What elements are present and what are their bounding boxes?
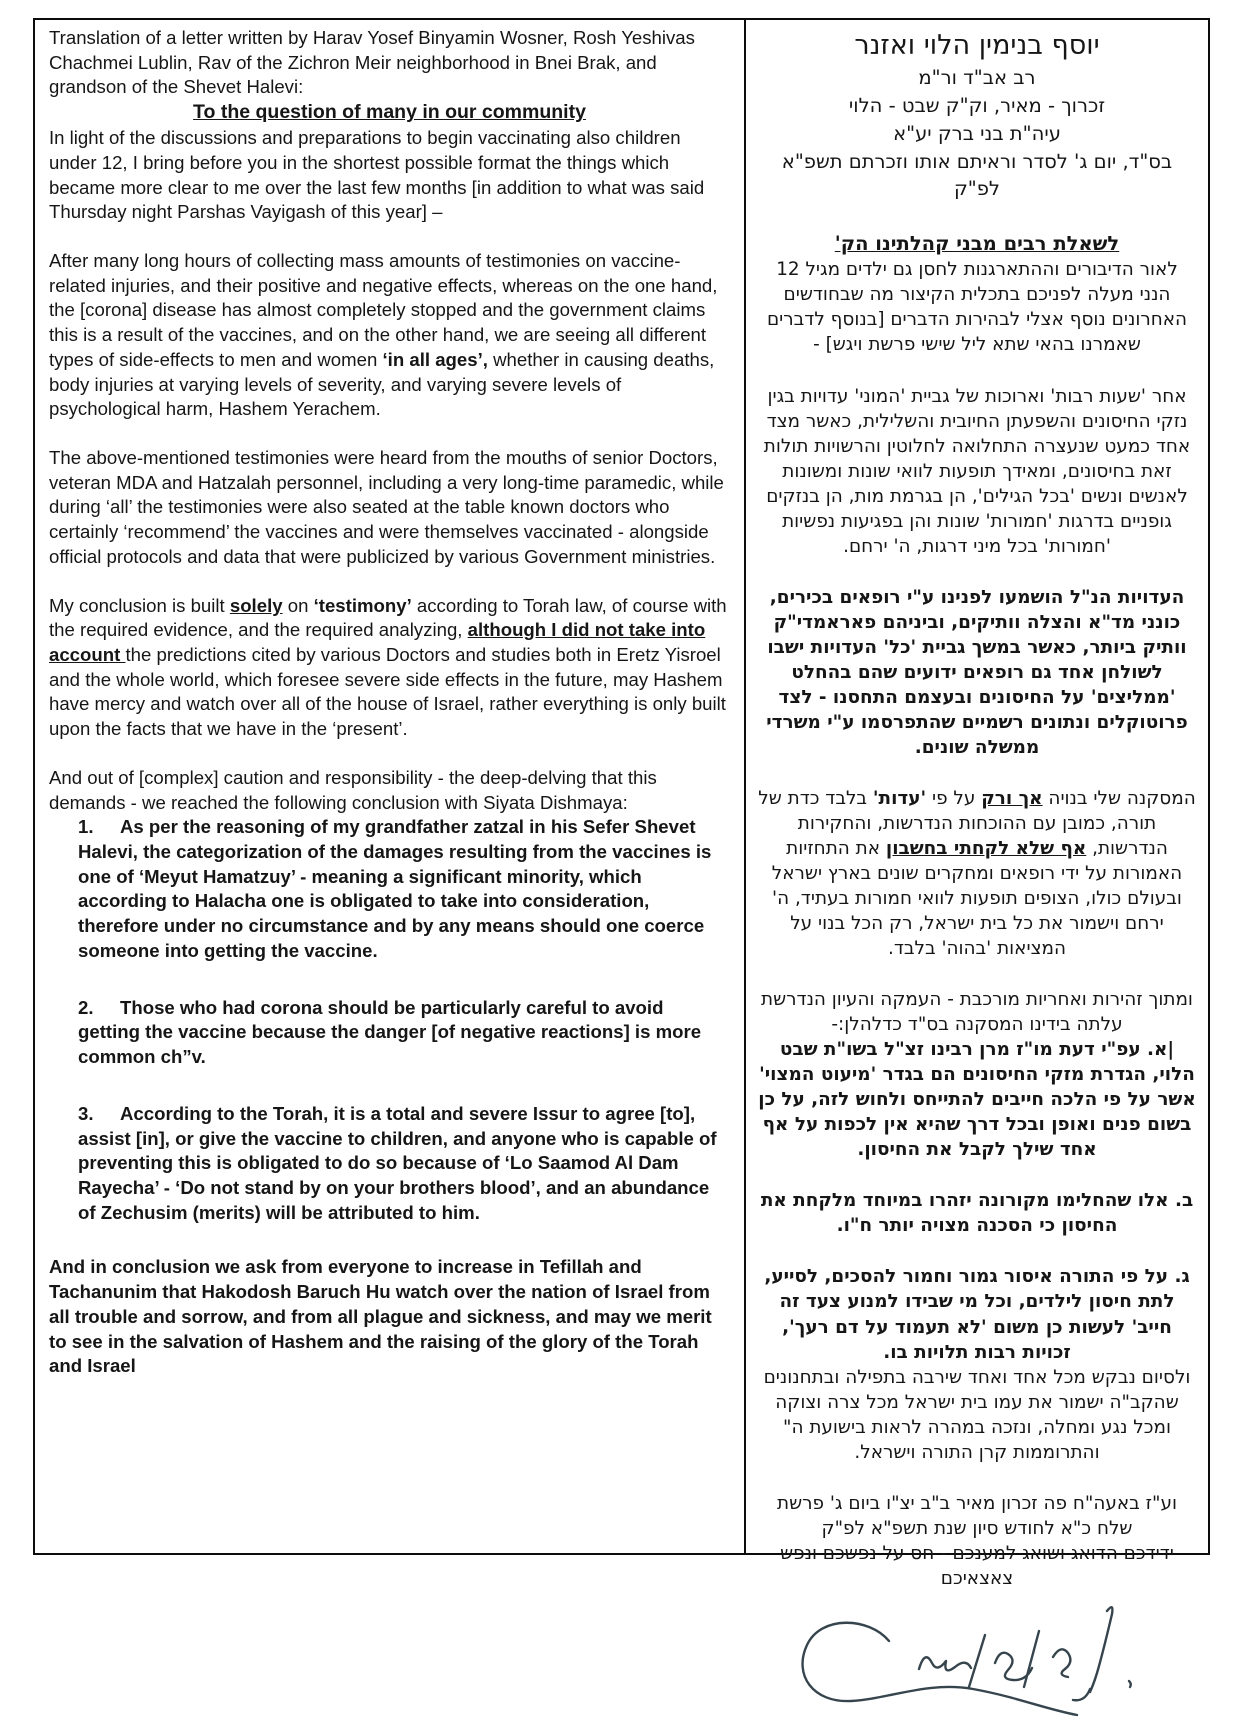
hebrew-closing-1: וע"ז באעה"ח פה זכרון מאיר ב"ב יצ"ו ביום ג' פרשת שלח כ"א לחודש סיון שנת תשפ"א לפ"ק xyxy=(777,1492,1177,1539)
p2-text: After many long hours of collecting mass amounts of testimonies on vaccine-related injuries, and their positive and negative effects, whereas on the one hand, the [corona] disease has almost completely stopped and the government claims this is a result of the vaccines, and on the other hand, we are seeing all different types of side-effects to men and women xyxy=(49,249,718,370)
letter-document xyxy=(33,18,1210,1589)
p4-bold-testimony: ‘testimony’ xyxy=(313,594,412,616)
p4-underlined-solely: solely xyxy=(229,594,283,616)
list-item-3 xyxy=(78,1102,730,1226)
english-paragraph-1: In light of the discussions and preparations to begin vaccinating also children under 12, I bring before you in the shortest possible format the things which became more clear to me over the last few months [in addition to what was said Thursday night Parshas Vayigash of this year] – xyxy=(49,127,705,223)
p4-he-text-2: על פי xyxy=(926,787,982,809)
hebrew-item-c: ג. על פי התורה איסור גמור וחמור להסכים, לסייע, לתת חיסון לילדים, וכל מי שבידו למנוע צעד זה חייב' לעשות כן משום 'לא תעמוד על דם רעך', זכויות רבות תלויות בו. xyxy=(764,1266,1190,1363)
hebrew-paragraph-6: ולסיום נבקש מכל אחד ואחד שירבה בתפילה ובתחנונים שהקב"ה ישמור את עמו בית ישראל מכל צרה וצוקה ומכל נגע ומחלה, ונזכה במהרה לראות בישועת ה" והתרוממות קרן התורה וישראל. xyxy=(763,1366,1191,1463)
hebrew-paragraph-4 xyxy=(758,786,1196,961)
list-number-3: 3. xyxy=(78,1102,94,1124)
p2-text-2: whether in causing deaths, body injuries at varying levels of severity, and varying severe levels of psychological harm, Hashem Yerachem. xyxy=(49,348,715,420)
english-paragraph-4 xyxy=(49,594,730,742)
hebrew-paragraph-2: אחר 'שעות רבות' וארוכות של גביית 'המוני' עדויות בגין נזקי החיסונים והשפעתן החיובית והשלילית, כאשר מצד אחד כמעט שנעצרה התחלואה לחלוטין והרשויות תולות זאת בחיסונים, ומאידך תופעות לוואי שונות ומשונות לאנשים ונשים 'בכל הגילים', הן בגרמת מות, הן בנזקים גופניים בדרגות 'חמורות' שונות והן בפגיעות נפשיות 'חמורות' בכל מיני דרגות, ה' ירחם. xyxy=(763,385,1191,557)
letterhead-line-4: עיה"ת בני ברק יע"א xyxy=(893,121,1061,145)
p2-bold: ‘in all ages’, xyxy=(382,348,488,370)
english-paragraph-3: The above-mentioned testimonies were heard from the mouths of senior Doctors, veteran MDA and Hatzalah personnel, including a very long-time paramedic, while during ‘all’ the testimonies were also seated at the table known doctors who certainly ‘recommend’ the vaccines and were themselves vaccinated - alongside official protocols and data that were publicized by various Government ministries. xyxy=(49,446,724,567)
english-conclusion xyxy=(49,1255,730,1379)
hebrew-item-a: |א. עפ"י דעת מו"ז מרן רבינו זצ"ל בשו"ת שבט הלוי, הגדרת מזקי החיסונים הם בגדר 'מיעוט המצוי' אשר על פי הלכה חייבים להתייחס ולחוש לזה, על כן בשום פנים ואופן ובכל דרך שהיא אין לכפות על אף אחד שילך לקבל את החיסון. xyxy=(758,1039,1196,1161)
p4-text-3: according to Torah law, of course with the required evidence, and the required analyzing, xyxy=(49,594,727,641)
p4-he-text-4: את התחזיות האמורות על ידי רופאים ומחקרים שונים בארץ ישראל ובעולם כולו, הצופים תופעות לוואי חמורות בעתיד, ה' ירחם וישמור את כל בית ישראל, רק הכל בנוי על המציאות 'בהוה' בלבד. xyxy=(771,838,1183,960)
english-paragraph-5: And out of [complex] caution and responsibility - the deep-delving that this demands - we reached the following conclusion with Siyata Dishmaya: xyxy=(49,766,657,813)
p4-he-text-3: בלבד כדת של תורה, כמובן עם ההוכחות הנדרשות, והחקירות הנדרשות, xyxy=(758,787,1168,860)
list-number-2: 2. xyxy=(78,996,94,1018)
list-number-1: 1. xyxy=(78,816,94,838)
p4-he-text: המסקנה שלי בנויה xyxy=(1042,787,1196,809)
hebrew-column xyxy=(746,20,1208,1589)
list-text-3: According to the Torah, it is a total and severe Issur to agree [to], assist [in], or give the vaccine to children, and anyone who is capable of preventing this is obligated to do so because of ‘Lo Saamod Al Dam Rayecha’ - ‘Do not stand by on your brothers blood’, and an abundance of Zechusim (merits) will be attributed to him. xyxy=(78,1102,717,1223)
hebrew-subject-heading: לשאלת רבים מבני קהלתינו הק' xyxy=(834,231,1120,255)
list-item-2 xyxy=(78,996,730,1070)
english-column xyxy=(35,20,746,1553)
letterhead-line-3: זכרוך - מאיר, וק"ק שבט - הלוי xyxy=(848,94,1106,118)
english-heading: To the question of many in our community xyxy=(193,101,586,124)
p4-he-bold: 'עדות' xyxy=(872,787,927,809)
hebrew-closing-2: ידידכם הדואג ושואג למענכם - חס על נפשכם ונפש צאצאיכם xyxy=(780,1542,1174,1589)
hebrew-item-b: ב. אלו שהחלימו מקורונה יזהרו במיוחד מלקחת את החיסון כי הסכנה מצויה יותר ח"ו. xyxy=(760,1190,1194,1237)
letterhead-line-2: רב אב"ד ור"מ xyxy=(918,66,1036,90)
p4-text: My conclusion is built xyxy=(49,594,230,616)
p4-text-2: on xyxy=(282,594,314,616)
letterhead-date-line: בס"ד, יום ג' לסדר וראיתם אותו וזכרתם תשפ"א לפ"ק xyxy=(781,149,1173,201)
list-text-2: Those who had corona should be particularly careful to avoid getting the vaccine because the danger [of negative reactions] is more common ch”v. xyxy=(78,996,702,1068)
p4-text-4: the predictions cited by various Doctors and studies both in Eretz Yisroel and the whole world, which foresee severe side effects in the future, may Hashem have mercy and watch over all of the house of Israel, rather everything is only built upon the facts that we have in the ‘present’. xyxy=(49,644,726,740)
hebrew-paragraph-3 xyxy=(758,585,1196,760)
letterhead-name: יוסף בנימין הלוי ואזנר xyxy=(854,30,1100,61)
signature-image xyxy=(758,1597,1196,1725)
p4-underlined-account: although I did not take into account xyxy=(49,619,706,666)
list-item-1 xyxy=(78,815,730,963)
p4-he-underlined: אך ורק xyxy=(981,787,1043,809)
english-paragraph-2 xyxy=(49,249,730,422)
p4-he-underlined-2: אף שלא לקחתי בחשבון xyxy=(885,838,1087,860)
conclusion-bold: And in conclusion we ask from everyone to increase in Tefillah and Tachanunim that Hakodosh Baruch Hu watch over the nation of Israel from all trouble and sorrow, and from all plague and sickness, and may we merit to see in the salvation of Hashem and the raising of the glory of the Torah and Israel xyxy=(49,1256,712,1377)
hebrew-p3-bold: העדויות הנ"ל הושמעו לפנינו ע"י רופאים בכירים, כונני מד"א והצלה וותיקים, וביניהם פאראמדי"ק וותיק ביותר, כאשר במשך גביית 'כל' העדויות ישבו לשולחן אחד גם רופאים ידועים שהם בהחלט 'ממליצים' על החיסונים ובעצמם התחסנו - לצד פרוטוקלים ונתונים רשמיים שהתפרסמו ע"י משרדי ממשלה שונים. xyxy=(766,586,1188,758)
hebrew-paragraph-1: לאור הדיבורים וההתארגנות לחסן גם ילדים מגיל 12 הנני מעלה לפניכם בתכלית הקיצור מה שבחודשים האחרונים נוסף אצלי לבהירות הדברים [בנוסף לדברים שאמרנו בהאי שתא ליל שישי פרשת ויגש] - xyxy=(766,259,1188,356)
list-text-1: As per the reasoning of my grandfather zatzal in his Sefer Shevet Halevi, the categorization of the damages resulting from the vaccines is one of ‘Meyut Hamatzuy’ - meaning a significant minority, which according to Halacha one is obligated to take into consideration, therefore under no circumstance and by any means should one coerce someone into getting the vaccine. xyxy=(78,816,712,961)
hebrew-letterhead xyxy=(758,28,1196,203)
intro-paragraph: Translation of a letter written by Harav Yosef Binyamin Wosner, Rosh Yeshivas Chachmei Lublin, Rav of the Zichron Meir neighborhood in Bnei Brak, and grandson of the Shevet Halevi: xyxy=(49,27,695,98)
hebrew-paragraph-5: ומתוך זהירות ואחריות מורכבת - העמקה והעיון הנדרשת עלתה בידינו המסקנה בס"ד כדלהלן:- xyxy=(761,989,1193,1036)
